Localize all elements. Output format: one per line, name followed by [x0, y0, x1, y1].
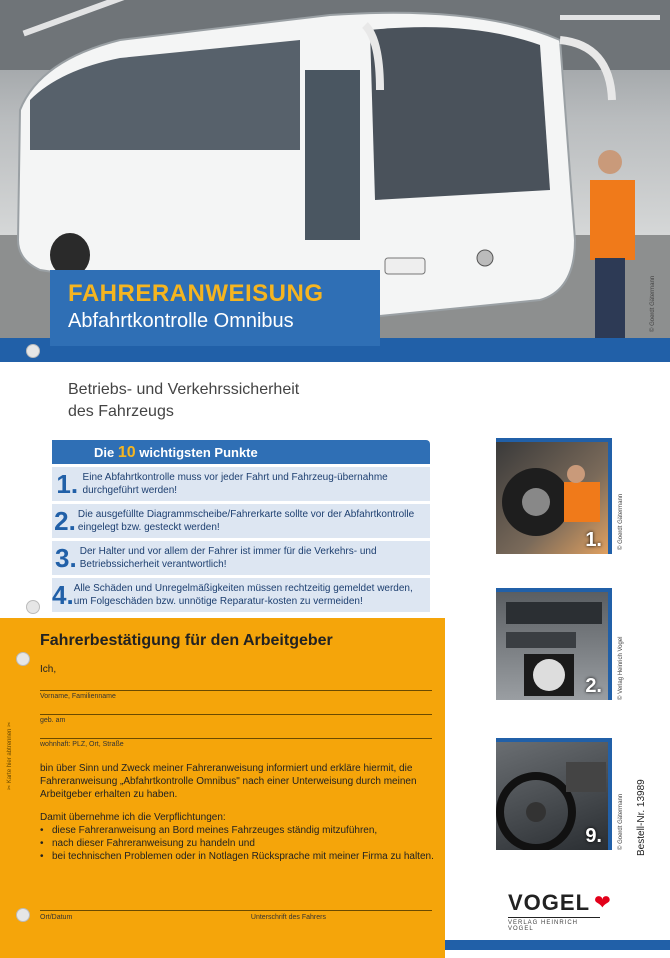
form-paragraph-2: Damit übernehme ich die Verpflichtungen:: [40, 812, 226, 823]
cut-hint: ✂ Karte hier abtrennen ✂: [7, 721, 13, 790]
page-subtitle: Abfahrtkontrolle Omnibus: [68, 310, 294, 332]
birth-line[interactable]: [40, 714, 432, 715]
title-box: [50, 270, 380, 346]
form-title: Fahrerbestätigung für den Arbeitgeber: [40, 632, 333, 649]
point-number: 1.: [56, 468, 79, 499]
points-header-number: 10: [117, 444, 136, 461]
intro-line-1: Betriebs- und Verkehrssicherheit: [68, 381, 300, 398]
signature-line[interactable]: [40, 910, 432, 911]
photo-credit: © Verlag Heinrich Vogel: [618, 636, 624, 700]
date-caption: Ort/Datum: [40, 914, 73, 921]
punch-hole: [16, 908, 30, 922]
top-points-list: [52, 440, 430, 612]
point-text: Die ausgefüllte Diagrammscheibe/Fahrerkarte sollte vor der Abfahrtkontrolle eingelegt bzw. gesteckt werden!: [77, 509, 415, 533]
intro-text: [68, 379, 388, 423]
logo-name: VOGEL: [508, 890, 591, 915]
point-number: 2.: [54, 505, 76, 536]
heart-icon: ❤: [594, 892, 611, 914]
point-text: Der Halter und vor allem der Fahrer ist immer für die Verkehrs- und Betriebssicherheit verantwortlich!: [79, 546, 377, 570]
punch-hole: [26, 344, 40, 358]
photo-credit: © Goerdt Gätermann: [618, 493, 624, 550]
photo-tachograph: [496, 588, 612, 700]
name-line[interactable]: [40, 690, 432, 691]
photo-label: 9.: [585, 825, 602, 847]
punch-hole: [26, 600, 40, 614]
obligation-item: • bei technischen Problemen oder in Notlagen Rücksprache mit meiner Firma zu halten.: [40, 850, 435, 863]
form-ich: Ich,: [40, 664, 57, 675]
bottom-strip: [445, 940, 670, 950]
page-title: FAHRERANWEISUNG: [68, 280, 324, 307]
form-paragraph-1: bin über Sinn und Zweck meiner Fahreranweisung informiert und erkläre hiermit, die Fahreranweisung „Abfahrtkontrolle Omnibus" nach einer Unterweisung durch meinen Arbeitgeber erhalten zu haben.: [40, 763, 417, 800]
address-caption: wohnhaft: PLZ, Ort, Straße: [40, 741, 124, 748]
photo-tire-check: [496, 438, 612, 554]
photo-credit: © Goerdt Gätermann: [650, 275, 656, 332]
points-header-suffix: wichtigsten Punkte: [139, 445, 258, 460]
point-text: Eine Abfahrtkontrolle muss vor jeder Fahrt und Fahrzeug-übernahme durchgeführt werden!: [82, 472, 388, 496]
signature-row: [40, 914, 432, 921]
signature-caption: Unterschrift des Fahrers: [250, 914, 326, 921]
point-item: [52, 541, 430, 575]
points-header-prefix: Die: [94, 445, 115, 460]
point-item: [52, 467, 430, 501]
intro-line-2: des Fahrzeugs: [68, 403, 174, 420]
logo-tagline: VERLAG HEINRICH VOGEL: [508, 917, 600, 932]
punch-hole: [16, 652, 30, 666]
point-text: Alle Schäden und Unregelmäßigkeiten müssen rechtzeitig gemeldet werden, um Folgeschäden bzw. unnötige Reparatur-kosten zu vermeiden!: [73, 583, 413, 607]
points-header: [52, 440, 430, 464]
obligations-list: [40, 824, 435, 863]
name-caption: Vorname, Familienname: [40, 693, 116, 700]
point-number: 3.: [55, 542, 77, 573]
point-item: [52, 504, 430, 538]
address-line[interactable]: [40, 738, 432, 739]
vogel-logo: [508, 890, 616, 932]
obligation-item: • nach dieser Fahreranweisung zu handeln und: [40, 837, 435, 850]
driver-confirmation-form: [0, 618, 445, 958]
obligation-item: • diese Fahreranweisung an Bord meines Fahrzeuges ständig mitzuführen,: [40, 824, 435, 837]
photo-label: 1.: [585, 529, 602, 551]
photo-credit: © Goerdt Gätermann: [618, 793, 624, 850]
photo-label: 2.: [585, 675, 602, 697]
point-item: [52, 578, 430, 612]
birth-caption: geb. am: [40, 717, 66, 724]
order-number: Bestell-Nr. 13989: [636, 779, 647, 856]
point-number: 4.: [52, 579, 74, 610]
photo-steering-wheel: [496, 738, 612, 850]
